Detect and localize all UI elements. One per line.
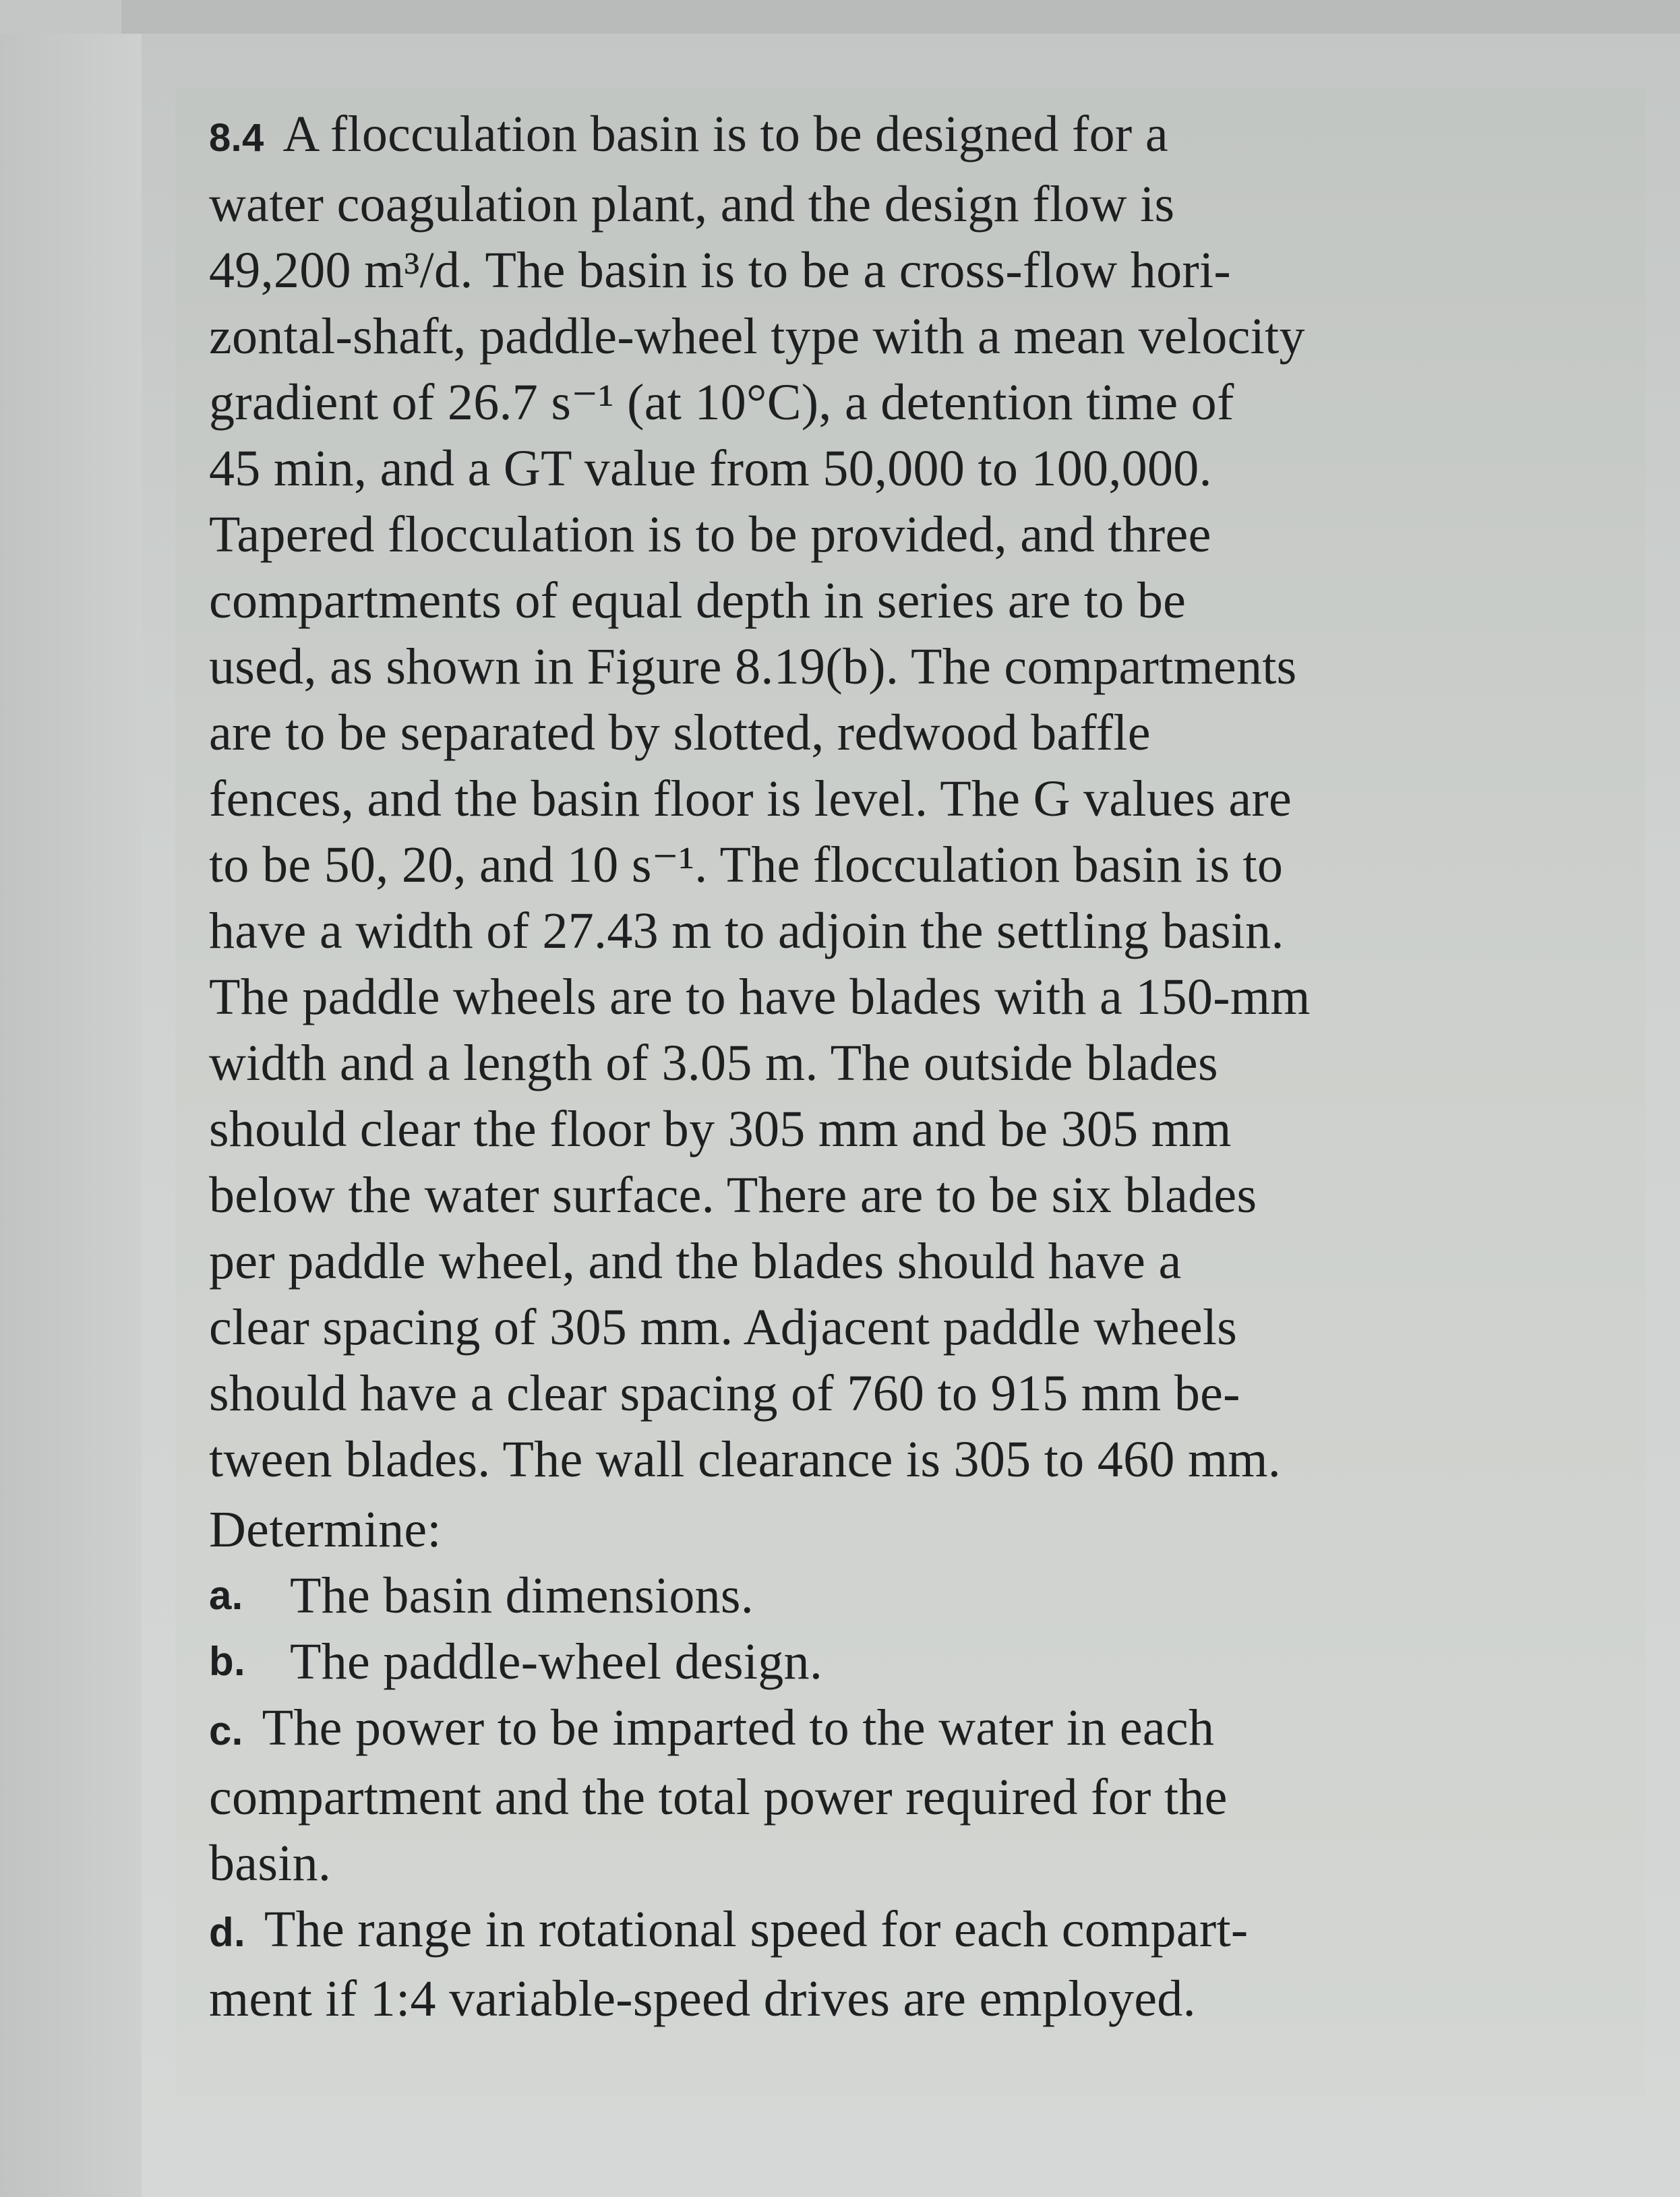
- problem-line: should clear the floor by 305 mm and be 305 mm: [209, 1101, 1232, 1157]
- problem-line: zontal-shaft, paddle-wheel type with a mean velocity: [209, 308, 1305, 365]
- problem-number: 8.4: [209, 116, 264, 160]
- problem-line: below the water surface. There are to be six blades: [209, 1167, 1257, 1224]
- problem-line: are to be separated by slotted, redwood baffle: [209, 704, 1151, 761]
- task-text: compartment and the total power required for the: [209, 1769, 1228, 1826]
- determine-label: Determine:: [209, 1501, 442, 1558]
- problem-line: to be 50, 20, and 10 s⁻¹. The flocculation basin is to: [209, 837, 1284, 893]
- problem-line: 49,200 m³/d. The basin is to be a cross-flow hori-: [209, 242, 1232, 299]
- task-text: ment if 1:4 variable-speed drives are employed.: [209, 1970, 1196, 2027]
- task-list: [209, 1563, 1604, 2032]
- problem-line: The paddle wheels are to have blades with a 150-mm: [209, 969, 1311, 1025]
- task-letter: c.: [209, 1708, 243, 1753]
- task-text: The basin dimensions.: [290, 1567, 754, 1624]
- problem-line: Tapered flocculation is to be provided, and three: [209, 506, 1211, 563]
- problem-line: should have a clear spacing of 760 to 915 mm be-: [209, 1365, 1240, 1422]
- top-shadow-band: [121, 0, 1680, 34]
- task-item-a: [209, 1563, 1604, 1629]
- problem-line: per paddle wheel, and the blades should have a: [209, 1233, 1182, 1290]
- problem-line: gradient of 26.7 s⁻¹ (at 10°C), a detention time of: [209, 374, 1234, 431]
- task-item-b: [209, 1629, 1604, 1695]
- task-letter: b.: [209, 1639, 245, 1684]
- problem-statement: [209, 101, 1604, 1493]
- task-text: basin.: [209, 1835, 332, 1892]
- task-item-c: [209, 1695, 1604, 1896]
- problem-line: used, as shown in Figure 8.19(b). The compartments: [209, 638, 1297, 695]
- problem-line: clear spacing of 305 mm. Adjacent paddle wheels: [209, 1299, 1238, 1356]
- paper-margin: [0, 34, 142, 2197]
- problem-line: width and a length of 3.05 m. The outside blades: [209, 1035, 1218, 1091]
- problem-line: compartments of equal depth in series are to be: [209, 572, 1187, 629]
- problem-box: [175, 88, 1645, 2097]
- task-text: The power to be imparted to the water in each: [262, 1699, 1215, 1756]
- task-text: The paddle-wheel design.: [290, 1633, 823, 1690]
- problem-line: have a width of 27.43 m to adjoin the settling basin.: [209, 903, 1284, 959]
- task-letter: a.: [209, 1573, 243, 1618]
- problem-line: [209, 101, 1604, 171]
- problem-line: water coagulation plant, and the design flow is: [209, 176, 1175, 233]
- problem-line: tween blades. The wall clearance is 305 to 460 mm.: [209, 1431, 1282, 1488]
- problem-line: 45 min, and a GT value from 50,000 to 100,000.: [209, 440, 1212, 497]
- task-letter: d.: [209, 1910, 245, 1955]
- task-text: The range in rotational speed for each compart-: [264, 1901, 1249, 1958]
- task-item-d: [209, 1896, 1604, 2032]
- problem-line: fences, and the basin floor is level. The G values are: [209, 771, 1292, 827]
- problem-text: [209, 101, 1604, 2032]
- problem-line-text: A flocculation basin is to be designed for a: [282, 106, 1168, 162]
